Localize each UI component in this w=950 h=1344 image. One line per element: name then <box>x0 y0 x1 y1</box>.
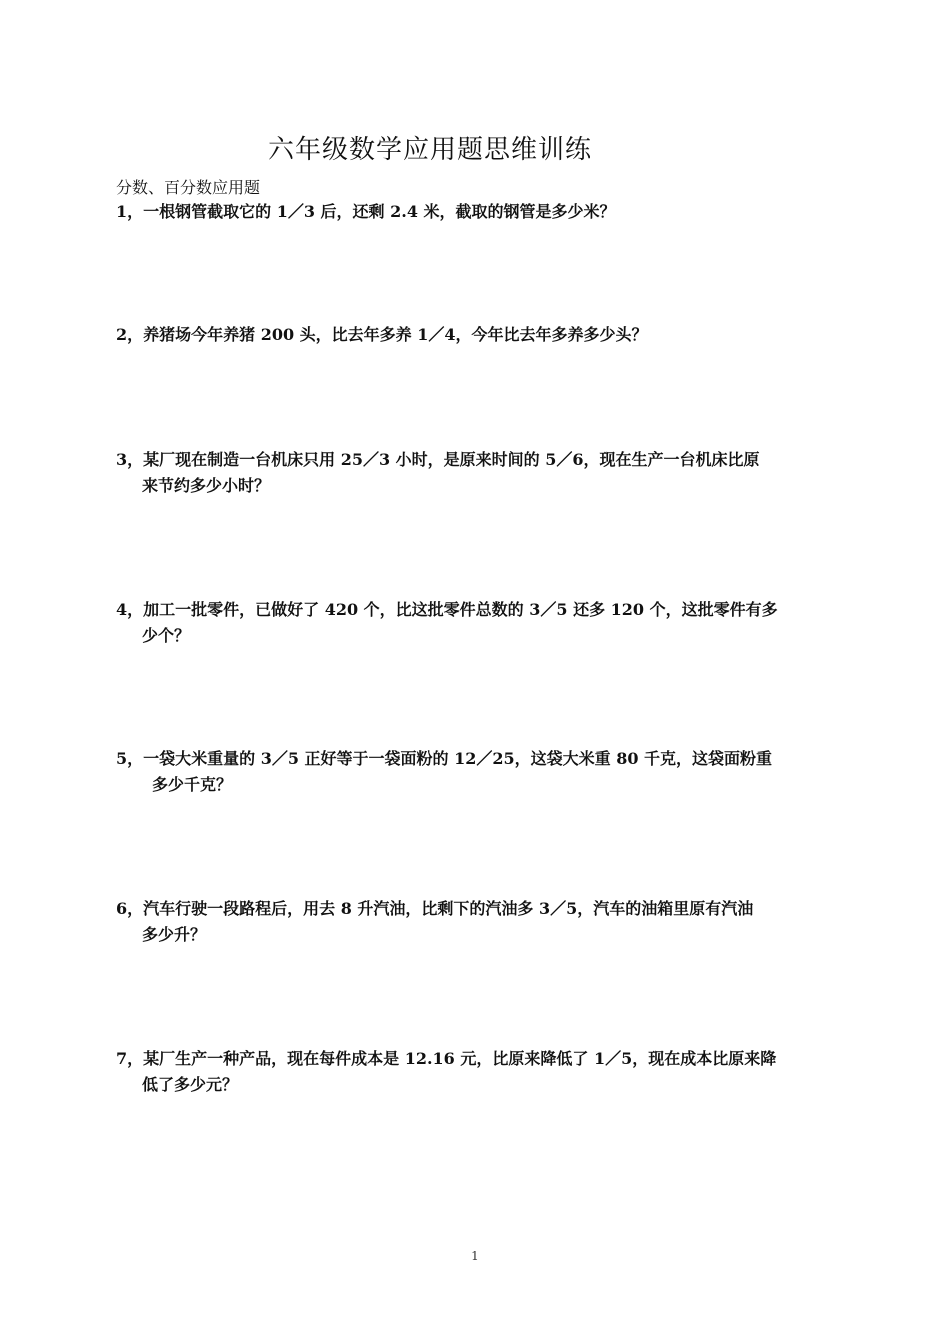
question-text: 7，某厂生产一种产品，现在每件成本是 12.16 元，比原来降低了 1／5，现在成本比原来降 <box>116 1049 777 1068</box>
section-heading: 分数、百分数应用题 <box>116 178 261 197</box>
question-text: 5，一袋大米重量的 3／5 正好等于一袋面粉的 12／25，这袋大米重 80 千克，这袋面粉重 <box>116 749 773 768</box>
question-4 <box>116 597 840 649</box>
question-text: 6，汽车行驶一段路程后，用去 8 升汽油，比剩下的汽油多 3／5，汽车的油箱里原有汽油 <box>116 899 754 918</box>
question-2 <box>116 322 840 348</box>
question-text-continued: 多少升？ <box>142 925 207 944</box>
question-5 <box>116 746 840 798</box>
question-text-continued: 低了多少元？ <box>142 1075 239 1094</box>
question-text-continued: 少个？ <box>142 626 191 645</box>
page-number: 1 <box>471 1249 479 1263</box>
page-title: 六年级数学应用题思维训练 <box>267 135 592 165</box>
question-text-continued: 多少千克？ <box>152 775 233 794</box>
question-text: 3，某厂现在制造一台机床只用 25／3 小时，是原来时间的 5／6，现在生产一台机床比原 <box>116 450 760 469</box>
question-3 <box>116 447 840 499</box>
question-text: 4，加工一批零件，已做好了 420 个，比这批零件总数的 3／5 还多 120 个，这批零件有多 <box>116 600 778 619</box>
question-text: 1，一根钢管截取它的 1／3 后，还剩 2.4 米，截取的钢管是多少米？ <box>116 202 616 221</box>
question-6 <box>116 896 840 948</box>
question-text: 2，养猪场今年养猪 200 头，比去年多养 1／4，今年比去年多养多少头？ <box>116 325 648 344</box>
question-text-continued: 来节约多少小时？ <box>142 476 271 495</box>
question-7 <box>116 1046 840 1098</box>
question-1 <box>116 199 840 225</box>
